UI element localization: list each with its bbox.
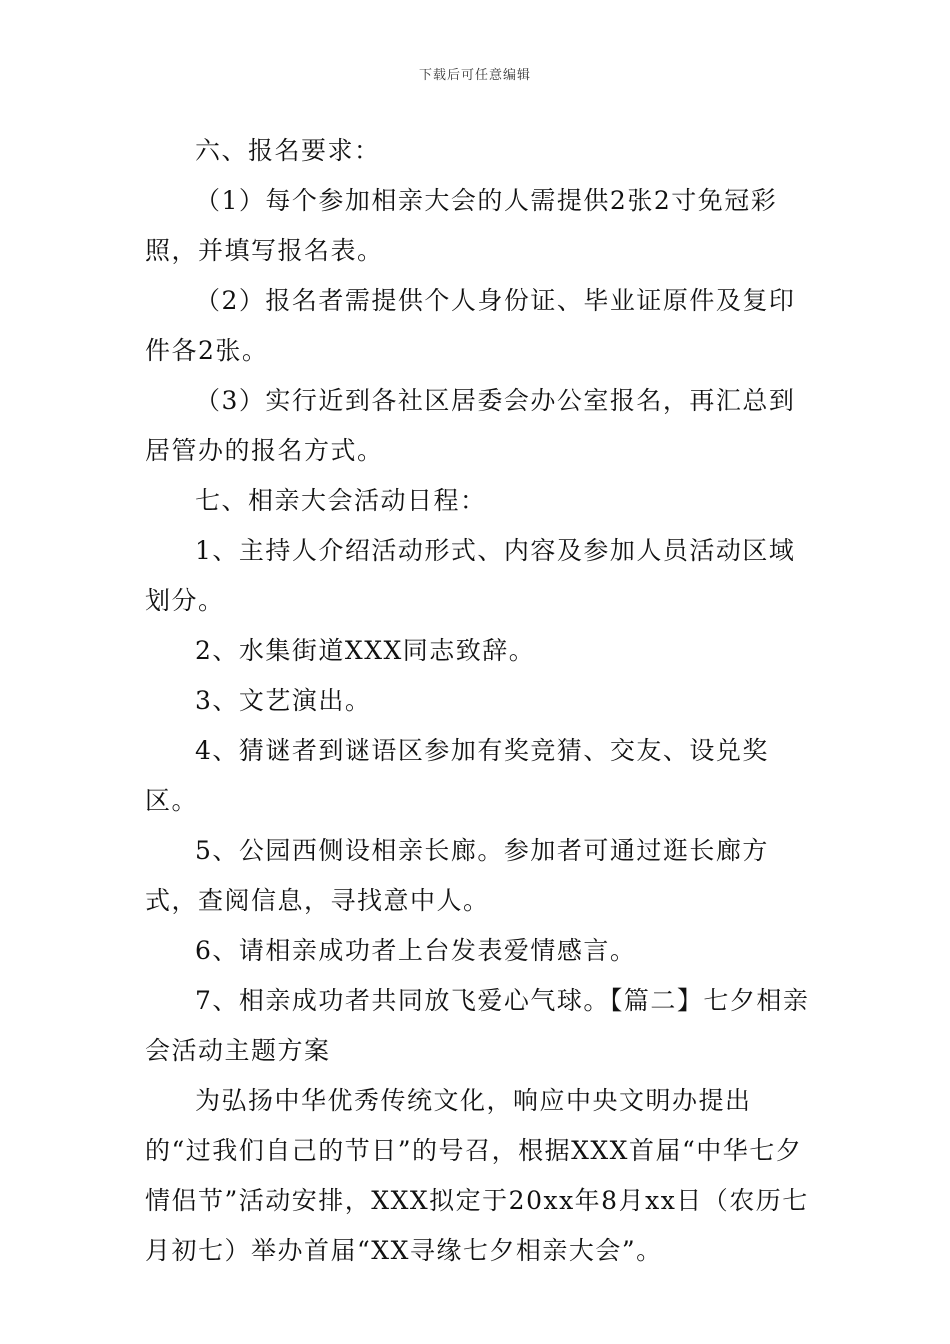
list-item: （1）每个参加相亲大会的人需提供2张2寸免冠彩照，并填写报名表。 (145, 186, 778, 265)
list-item: 3、文艺演出。 (195, 686, 372, 715)
body-paragraph: 为弘扬中华优秀传统文化，响应中央文明办提出的“过我们自己的节日”的号召，根据XXX首届“中华七夕情侣节”活动安排，XXX拟定于20xx年8月xx日（农历七月初七）举办首届“XX寻缘七夕相亲大会”。 (145, 1086, 809, 1265)
list-item: （3）实行近到各社区居委会办公室报名，再汇总到居管办的报名方式。 (145, 386, 796, 465)
list-item: 4、猜谜者到谜语区参加有奖竞猜、交友、设兑奖区。 (145, 736, 769, 815)
document-body (145, 126, 810, 1276)
list-item: 1、主持人介绍活动形式、内容及参加人员活动区域划分。 (145, 536, 796, 615)
list-item: 5、公园西侧设相亲长廊。参加者可通过逛长廊方式，查阅信息，寻找意中人。 (145, 836, 769, 915)
section-heading-registration: 六、报名要求： (195, 136, 381, 165)
section-heading-schedule: 七、相亲大会活动日程： (195, 486, 487, 515)
list-item: （2）报名者需提供个人身份证、毕业证原件及复印件各2张。 (145, 286, 796, 365)
list-item: 2、水集街道XXX同志致辞。 (195, 636, 536, 665)
list-item: 7、相亲成功者共同放飞爱心气球。【篇二】七夕相亲会活动主题方案 (145, 986, 810, 1065)
page-header-note: 下载后可任意编辑 (418, 68, 531, 83)
list-item: 6、请相亲成功者上台发表爱情感言。 (195, 936, 637, 965)
